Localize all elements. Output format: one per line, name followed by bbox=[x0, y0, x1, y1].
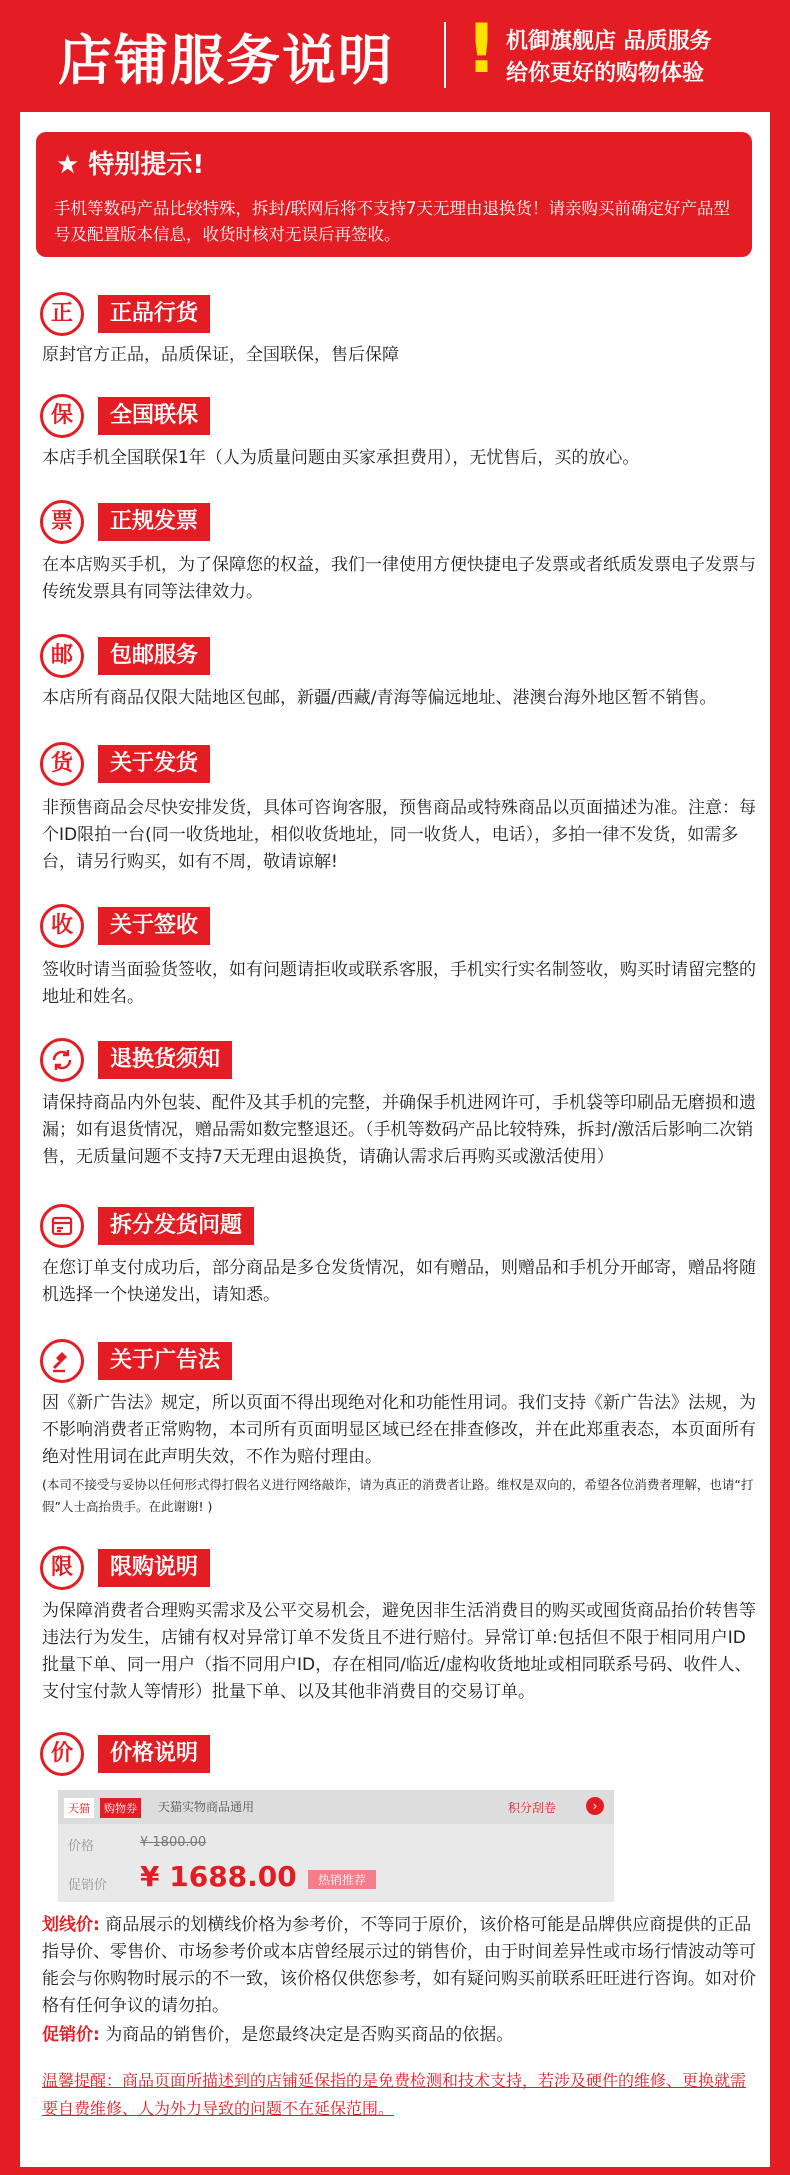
shipping-icon: 邮 bbox=[40, 634, 84, 678]
exclamation-icon: ! bbox=[466, 10, 498, 89]
section-title-shipping: 包邮服务 bbox=[98, 637, 210, 675]
sale-price-def-text: 为商品的销售价，是您最终决定是否购买商品的依据。 bbox=[99, 2025, 514, 2045]
content-panel bbox=[20, 112, 770, 2167]
notice-title: ★ 特别提示! bbox=[56, 150, 205, 180]
sale-price-definition bbox=[42, 2022, 758, 2049]
section-title-adlaw: 关于广告法 bbox=[98, 1342, 232, 1380]
sale-price-label: 促销价 bbox=[68, 1878, 108, 1893]
split-shipment-icon bbox=[40, 1204, 84, 1248]
header-slogan-1: 机御旗舰店 品质服务 bbox=[506, 29, 712, 54]
warm-reminder: 温馨提醒：商品页面所描述到的店铺延保指的是免费检测和技术支持，若涉及硬件的维修、更换就需要自费维修、人为外力导致的问题不在延保范围。 bbox=[42, 2071, 747, 2118]
section-text-limit: 为保障消费者合理购买需求及公平交易机会，避免因非生活消费目的购买或囤货商品抬价转售等违法行为发生，店铺有权对异常订单不发货且不进行赔付。异常订单:包括但不限于相同用户ID批量下单、同一用户（指不同用户ID，存在相同/临近/虚构收货地址或相同联系号码、收件人、支付宝付款人等情形）批量下单、以及其他非消费目的交易订单。 bbox=[42, 1601, 756, 1702]
section-text-returns: 请保持商品内外包装、配件及其手机的完整，并确保手机进网许可，手机袋等印刷品无磨损和遗漏；如有退货情况，赠品需如数完整退还。（手机等数码产品比较特殊，拆封/激活后影响二次销售，无质量问题不支持7天无理由退换货，请确认需求后再购买或激活使用） bbox=[42, 1093, 756, 1167]
sale-price: ¥ 1688.00 bbox=[140, 1860, 297, 1893]
section-text-genuine: 原封官方正品，品质保证，全国联保，售后保障 bbox=[42, 345, 399, 365]
section-title-warranty: 全国联保 bbox=[98, 397, 210, 435]
sale-price-def-label: 促销价: bbox=[42, 2025, 100, 2045]
tmall-logo: 天猫 bbox=[64, 1798, 94, 1818]
header-divider bbox=[444, 22, 446, 88]
strike-price-definition bbox=[42, 1912, 758, 2020]
warranty-icon: 保 bbox=[40, 394, 84, 438]
section-title-split: 拆分发货问题 bbox=[98, 1207, 254, 1245]
section-title-returns: 退换货须知 bbox=[98, 1041, 232, 1079]
signing-icon: 收 bbox=[40, 904, 84, 948]
section-text-warranty: 本店手机全国联保1年（人为质量问题由买家承担费用），无忧售后，买的放心。 bbox=[42, 448, 640, 468]
delivery-icon: 货 bbox=[40, 742, 84, 786]
strike-price-label: 划线价: bbox=[42, 1915, 100, 1935]
price-icon: 价 bbox=[40, 1732, 84, 1776]
section-text-signing: 签收时请当面验货签收，如有问题请拒收或联系客服，手机实行实名制签收，购买时请留完整的地址和姓名。 bbox=[42, 960, 756, 1007]
section-text-split: 在您订单支付成功后，部分商品是多仓发货情况，如有赠品，则赠品和手机分开邮寄，赠品将随机选择一个快递发出，请知悉。 bbox=[42, 1258, 756, 1305]
hot-sale-badge: 热销推荐 bbox=[308, 1870, 376, 1889]
points-link[interactable]: 积分刮卷 bbox=[508, 1801, 557, 1815]
section-text-invoice: 在本店购买手机，为了保障您的权益，我们一律使用方便快捷电子发票或者纸质发票电子发票与传统发票具有同等法律效力。 bbox=[42, 555, 756, 602]
special-notice bbox=[36, 132, 752, 257]
coupon-category: 天猫实物商品通用 bbox=[158, 1800, 255, 1814]
invoice-icon: 票 bbox=[40, 500, 84, 544]
genuine-icon: 正 bbox=[40, 292, 84, 336]
header-slogan-2: 给你更好的购物体验 bbox=[506, 61, 705, 86]
page-header bbox=[0, 0, 790, 112]
section-title-genuine: 正品行货 bbox=[98, 295, 210, 333]
price-demo-card bbox=[58, 1790, 614, 1902]
original-price: ¥ 1800.00 bbox=[140, 1835, 207, 1850]
original-price-label: 价格 bbox=[68, 1839, 95, 1854]
coupon-badge: 购物券 bbox=[100, 1798, 141, 1818]
purchase-limit-icon: 限 bbox=[40, 1546, 84, 1590]
section-title-limit: 限购说明 bbox=[98, 1549, 210, 1587]
page-title: 店铺服务说明 bbox=[58, 29, 394, 92]
section-text-delivery: 非预售商品会尽快安排发货，具体可咨询客服，预售商品或特殊商品以页面描述为准。注意：每个ID限拍一台(同一收货地址，相似收货地址，同一收货人，电话），多拍一律不发货，如需多台，请另行购买，如有不周，敬请谅解! bbox=[42, 798, 756, 872]
section-note-adlaw: (本司不接受与妥协以任何形式得打假名义进行网络敲诈，请为真正的消费者让路。维权是双向的，希望各位消费者理解，也请“打假”人士高抬贵手。在此谢谢! ) bbox=[42, 1477, 754, 1514]
chevron-right-icon[interactable]: › bbox=[586, 1797, 604, 1815]
section-text-shipping: 本店所有商品仅限大陆地区包邮，新疆/西藏/青海等偏远地址、港澳台海外地区暂不销售。 bbox=[42, 688, 717, 708]
section-title-delivery: 关于发货 bbox=[98, 745, 210, 783]
section-text-adlaw: 因《新广告法》规定，所以页面不得出现绝对化和功能性用词。我们支持《新广告法》法规，为不影响消费者正常购物，本司所有页面明显区域已经在排查修改，并在此郑重表态，本页面所有绝对性用词在此声明失效，不作为赔付理由。 bbox=[42, 1393, 756, 1467]
gavel-icon bbox=[40, 1339, 84, 1383]
notice-body: 手机等数码产品比较特殊，拆封/联网后将不支持7天无理由退换货！请亲购买前确定好产品型号及配置版本信息，收货时核对无误后再签收。 bbox=[54, 199, 731, 244]
return-exchange-icon bbox=[40, 1038, 84, 1082]
section-title-signing: 关于签收 bbox=[98, 907, 210, 945]
section-title-invoice: 正规发票 bbox=[98, 503, 210, 541]
section-title-price: 价格说明 bbox=[98, 1735, 210, 1773]
strike-price-text: 商品展示的划横线价格为参考价，不等同于原价，该价格可能是品牌供应商提供的正品指导价、零售价、市场参考价或本店曾经展示过的销售价，由于时间差异性或市场行情波动等可能会与你购物时展示的不一致，该价格仅供您参考，如有疑问购买前联系旺旺进行咨询。如对价格有任何争议的请勿拍。 bbox=[42, 1915, 756, 2016]
